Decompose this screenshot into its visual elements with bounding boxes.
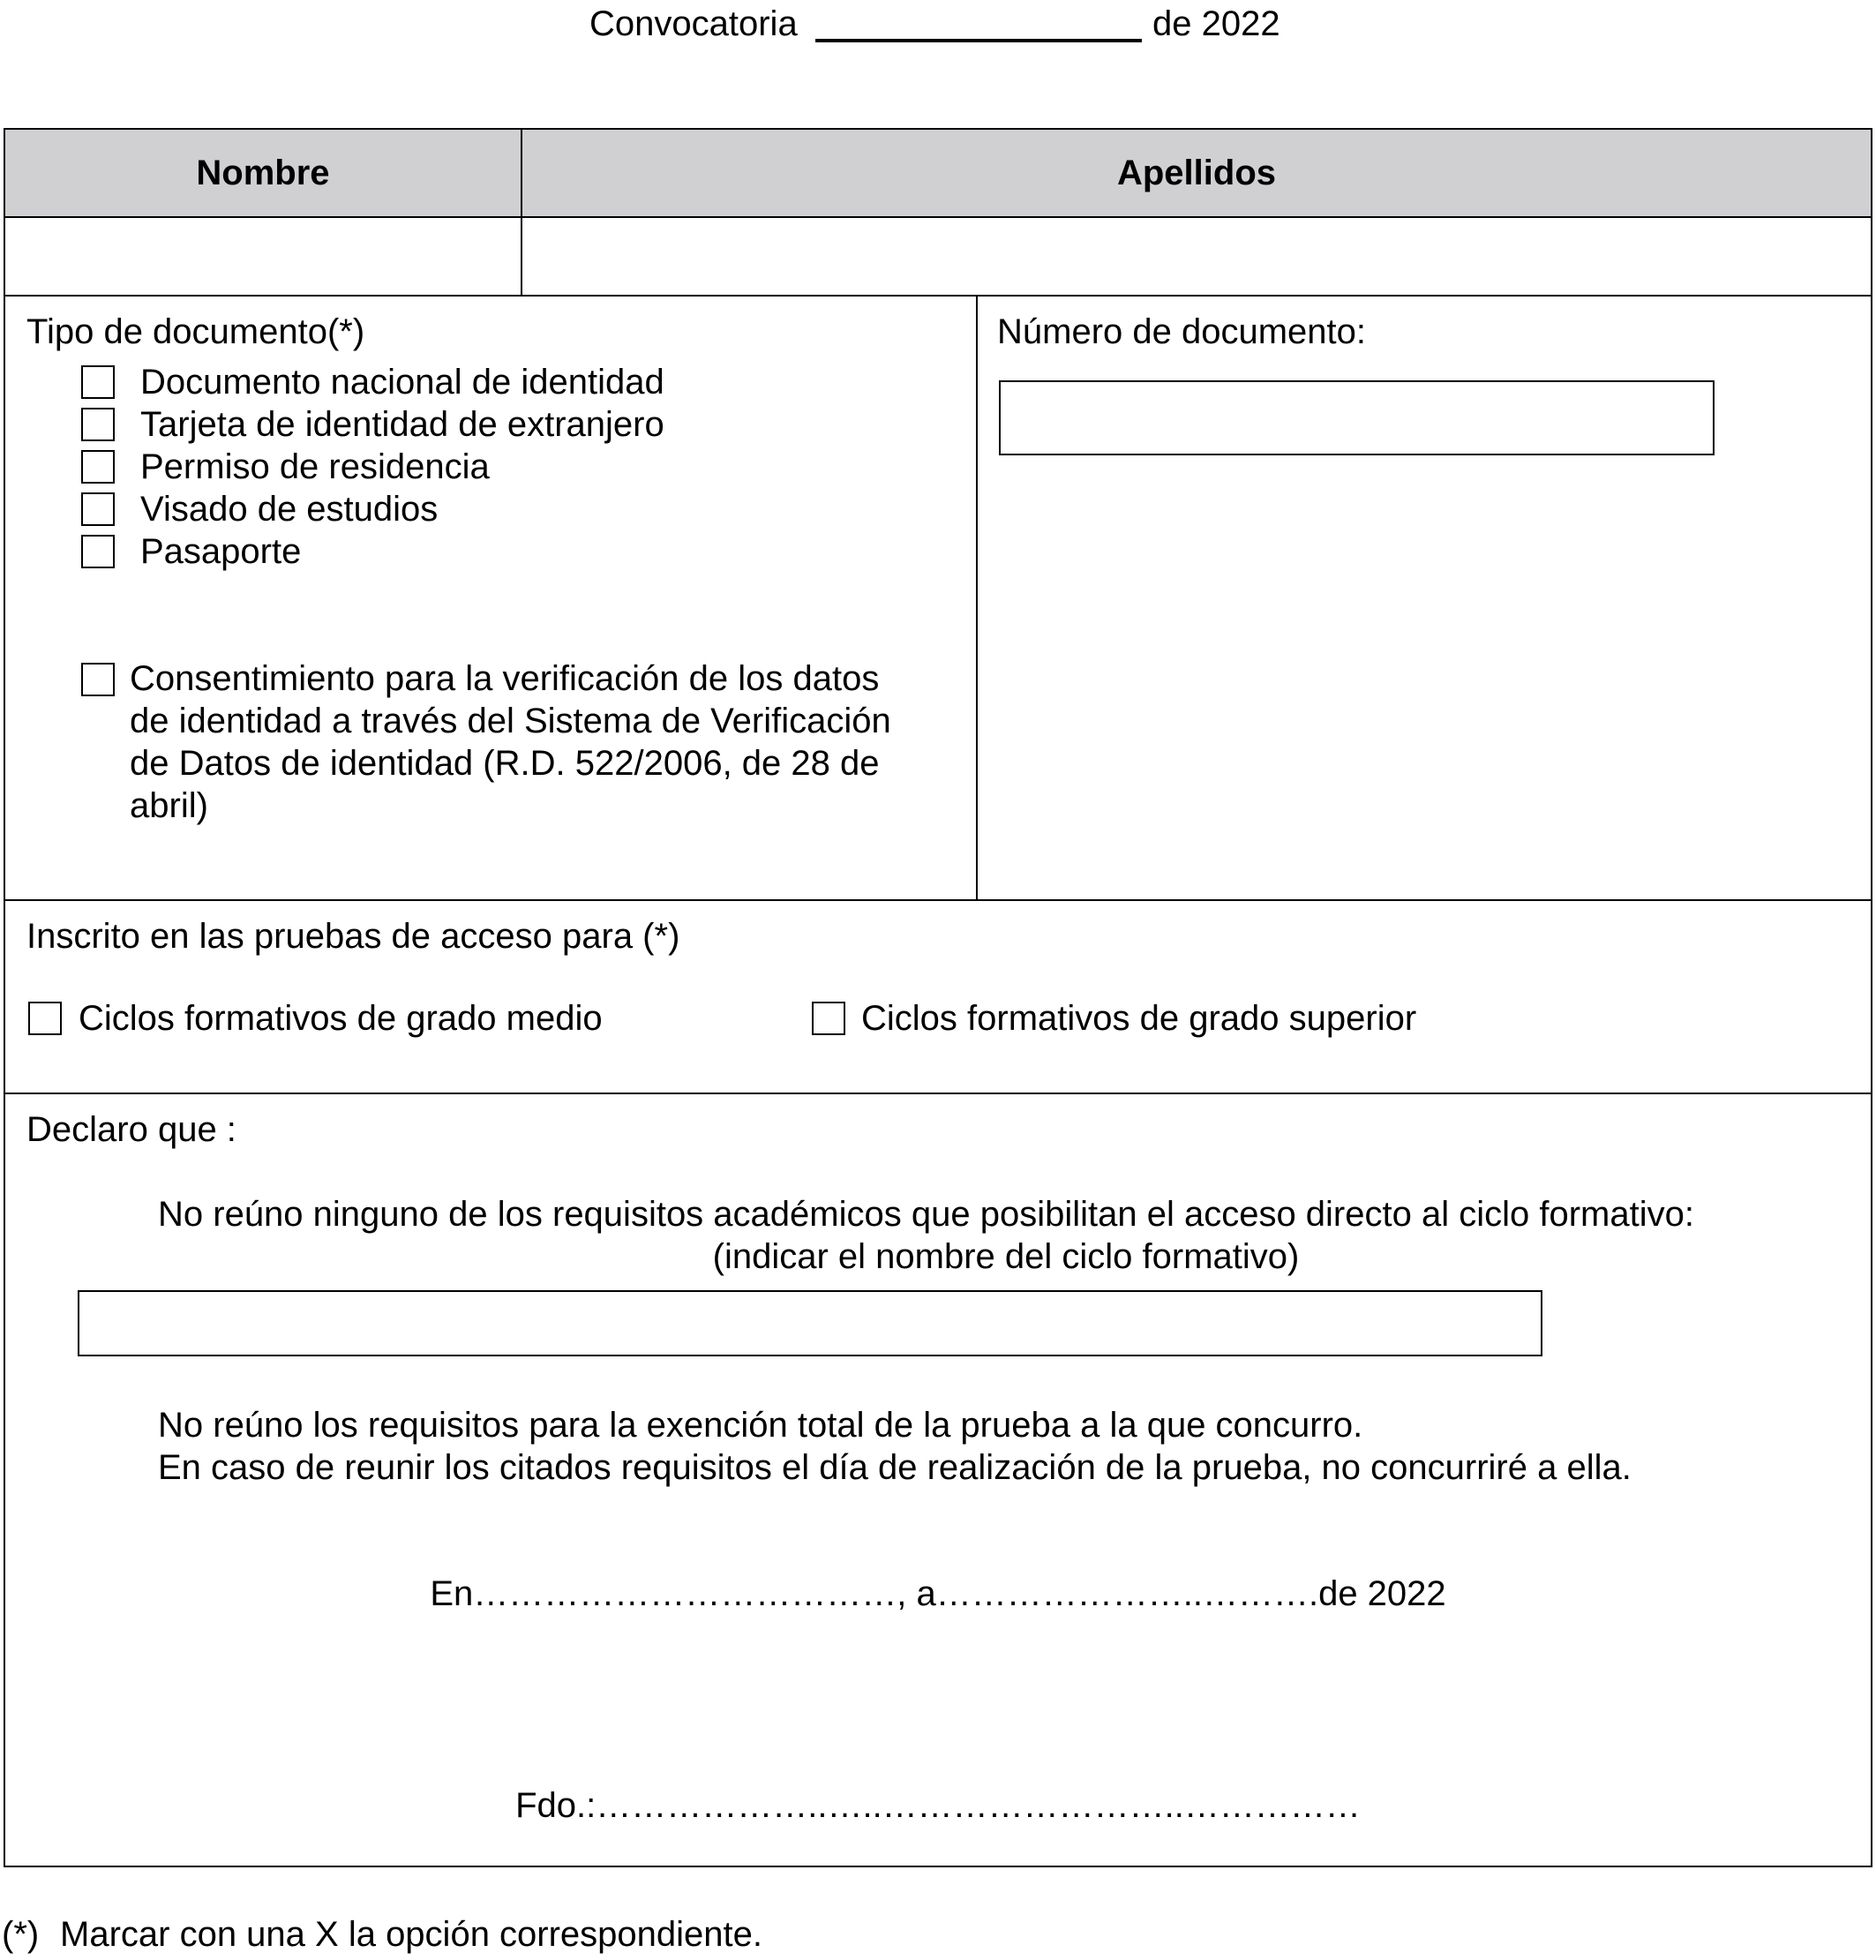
column-header-apellidos: Apellidos [1116,154,1277,192]
checkbox-permiso-residencia[interactable] [81,450,115,484]
checkbox-visado-estudios[interactable] [81,492,115,526]
option-tie-label: Tarjeta de identidad de extranjero [140,405,664,444]
checkbox-pasaporte[interactable] [81,535,115,568]
option-dni-label: Documento nacional de identidad [140,363,664,402]
table-border-top [4,128,1872,130]
column-header-nombre: Nombre [196,154,330,192]
declaration-line-4: En caso de reunir los citados requisitos el día de realización de la prueba, no concurriré a ella. [158,1448,1632,1487]
table-border-bottom [4,1866,1872,1867]
declaration-line-1: No reúno ninguno de los requisitos académicos que posibilitan el acceso directo al ciclo formativo: [158,1195,1694,1234]
document-number-label: Número de documento: [997,312,1367,351]
declaration-label: Declaro que : [26,1110,236,1149]
year-suffix: de 2022 [1152,4,1280,43]
document-section-divider [976,295,978,901]
signature-line[interactable]: Fdo.:………………..…..……………………..…………… [515,1786,1361,1825]
consent-line-4: abril) [130,786,208,825]
declaration-line-3: No reúno los requisitos para la exención total de la prueba a la que concurro. [158,1406,1363,1445]
checkbox-dni[interactable] [81,365,115,399]
document-number-input[interactable] [999,380,1715,455]
table-border-right [1871,128,1872,1867]
checkbox-tie[interactable] [81,408,115,441]
access-row-bottom [4,1093,1872,1094]
document-row-bottom [4,899,1872,901]
name-row-divider [4,295,1872,297]
consent-line-2: de identidad a través del Sistema de Verificación [130,702,891,740]
footnote-text: Marcar con una X la opción correspondiente. [60,1915,763,1954]
consent-line-3: de Datos de identidad (R.D. 522/2006, de 28 de [130,744,880,783]
convocatoria-blank-line[interactable] [815,39,1142,42]
footnote-marker: (*) [2,1915,40,1954]
checkbox-grado-medio[interactable] [28,1002,62,1035]
consent-line-1: Consentimiento para la verificación de los datos [130,659,880,698]
grado-superior-label: Ciclos formativos de grado superior [861,999,1417,1038]
nombre-input[interactable] [5,218,521,295]
access-label: Inscrito en las pruebas de acceso para (*) [26,917,680,956]
option-visado-estudios-label: Visado de estudios [140,490,439,529]
declaration-line-2: (indicar el nombre del ciclo formativo) [712,1237,1300,1276]
option-pasaporte-label: Pasaporte [140,532,302,571]
checkbox-consent[interactable] [81,663,115,696]
checkbox-grado-superior[interactable] [812,1002,845,1035]
document-type-label: Tipo de documento(*) [26,312,365,351]
apellidos-input[interactable] [522,218,1871,295]
convocatoria-label: Convocatoria [589,4,798,43]
option-permiso-residencia-label: Permiso de residencia [140,447,490,486]
ciclo-formativo-input[interactable] [78,1290,1542,1356]
grado-medio-label: Ciclos formativos de grado medio [79,999,603,1038]
place-date-line[interactable]: En………………………………, a…………………..……….de 2022 [430,1574,1446,1613]
table-border-left [4,128,5,1867]
